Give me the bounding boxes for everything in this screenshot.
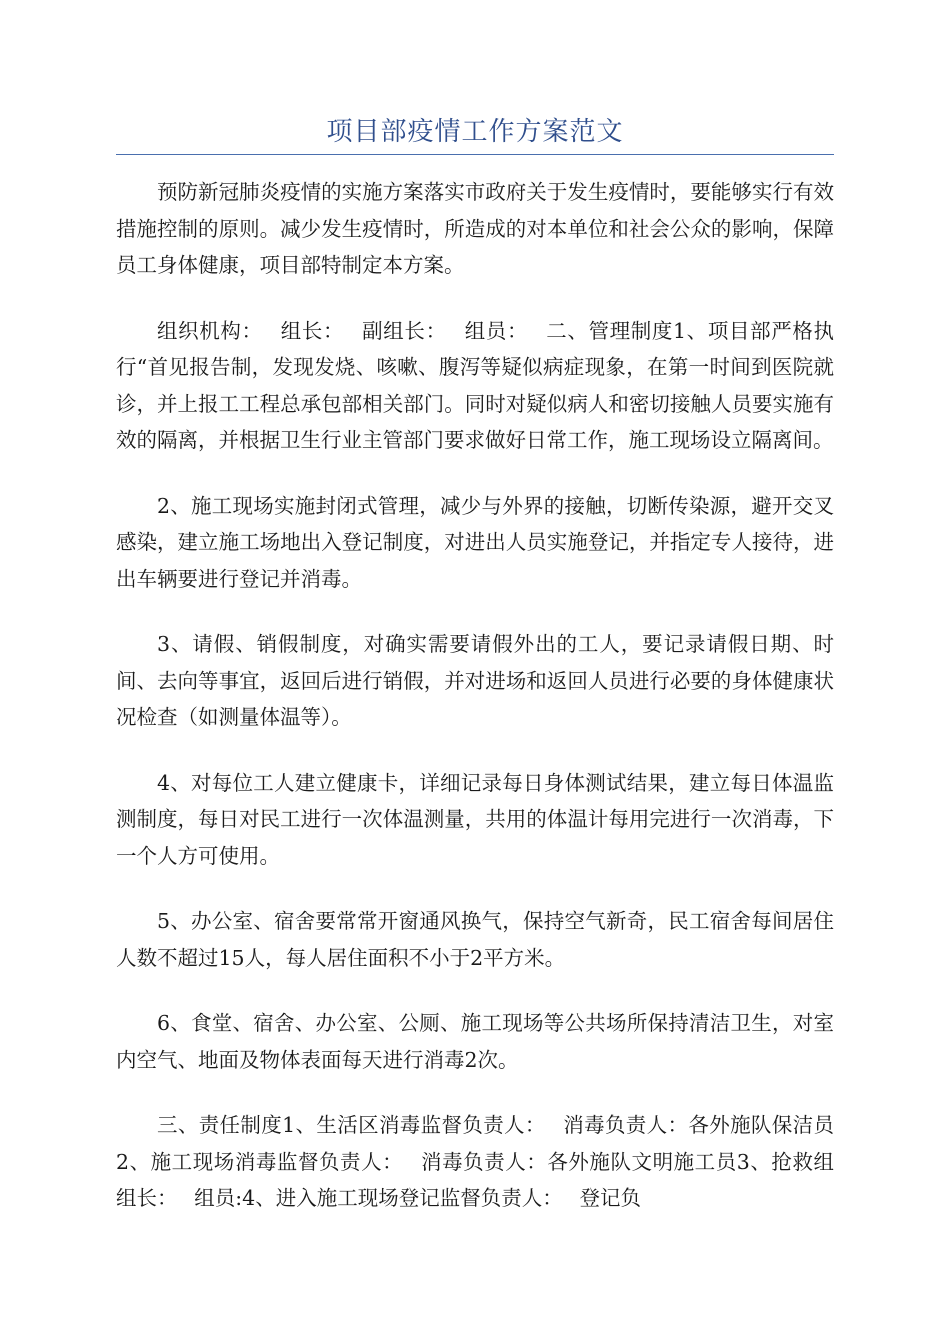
title-underline: [116, 154, 834, 155]
document-body: [116, 174, 834, 1246]
paragraph-rule-5: 5、办公室、宿舍要常常开窗通风换气，保持空气新奇，民工宿舍每间居住人数不超过15人，每人居住面积不小于2平方米。: [116, 909, 834, 970]
document-title: 项目部疫情工作方案范文: [326, 117, 624, 147]
paragraph-responsibility: 三、责任制度1、生活区消毒监督负责人： 消毒负责人：各外施队保洁员2、施工现场消毒监督负责人： 消毒负责人：各外施队文明施工员3、抢救组组长： 组员:4、进入施工现场登记监督负责人： 登记负: [116, 1113, 834, 1210]
paragraph-rule-6: 6、食堂、宿舍、办公室、公厕、施工现场等公共场所保持清洁卫生，对室内空气、地面及物体表面每天进行消毒2次。: [116, 1011, 834, 1072]
paragraph-rule-4: 4、对每位工人建立健康卡，详细记录每日身体测试结果，建立每日体温监测制度，每日对民工进行一次体温测量，共用的体温计每用完进行一次消毒，下一个人方可使用。: [116, 770, 834, 868]
paragraph-organization: 组织机构： 组长： 副组长： 组员： 二、管理制度1、项目部严格执行“首见报告制，发现发烧、咳嗽、腹泻等疑似病症现象，在第一时间到医院就诊，并上报工工程总承包部相关部门。同时对疑似病人和密切接触人员要实施有效的隔离，并根据卫生行业主管部门要求做好日常工作，施工现场设立隔离间。: [116, 318, 834, 452]
paragraph-intro: 预防新冠肺炎疫情的实施方案落实市政府关于发生疫情时，要能够实行有效措施控制的原则。减少发生疫情时，所造成的对本单位和社会公众的影响，保障员工身体健康，项目部特制定本方案。: [116, 180, 834, 277]
paragraph-rule-3: 3、请假、销假制度，对确实需要请假外出的工人，要记录请假日期、时间、去向等事宜，返回后进行销假，并对进场和返回人员进行必要的身体健康状况检查（如测量体温等）。: [116, 632, 834, 729]
paragraph-rule-2: 2、施工现场实施封闭式管理，减少与外界的接触，切断传染源，避开交叉感染，建立施工场地出入登记制度，对进出人员实施登记，并指定专人接待，进出车辆要进行登记并消毒。: [116, 493, 834, 591]
